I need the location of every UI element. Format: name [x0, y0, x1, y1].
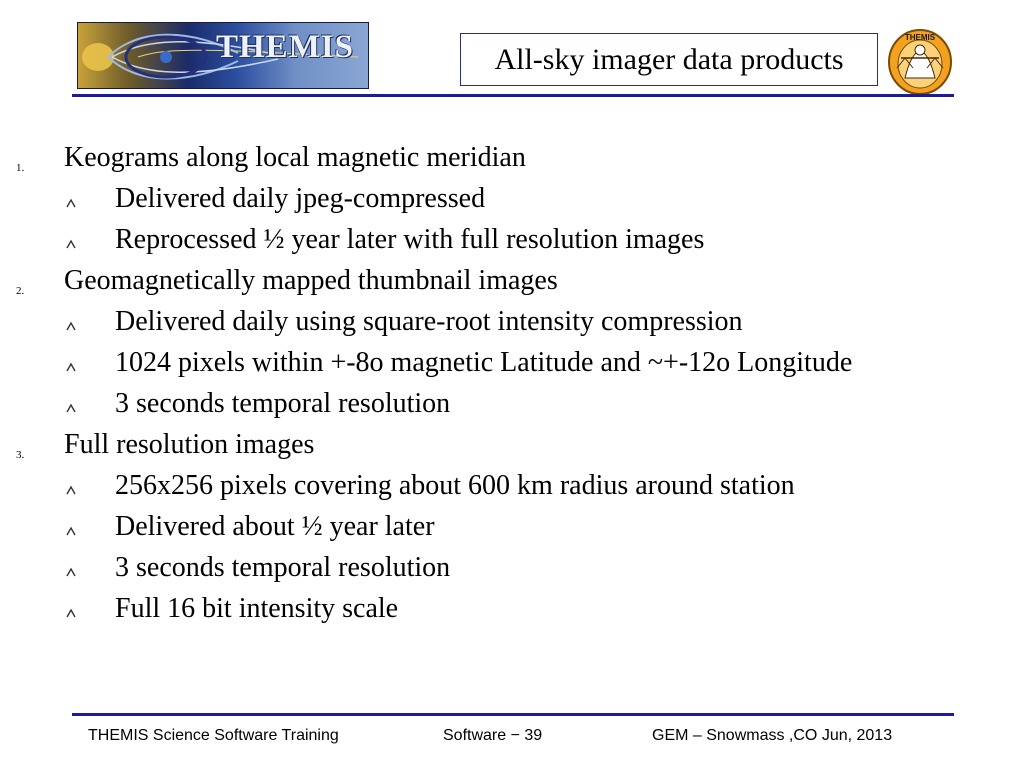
caret-up-bullet-icon [65, 197, 77, 209]
logo-text: THEMIS [216, 29, 355, 65]
sub-list-item [0, 593, 1024, 634]
sub-list-item [0, 347, 1024, 388]
sub-list-item [0, 306, 1024, 347]
sub-item-text: Reprocessed ½ year later with full resolution images [115, 224, 705, 255]
sub-list-item [0, 183, 1024, 224]
sub-item-text: Delivered daily using square-root intensity compression [115, 306, 743, 337]
list-item [0, 142, 1024, 183]
sub-item-text: 1024 pixels within +-8o magnetic Latitude and ~+-12o Longitude [115, 347, 853, 378]
list-number: 2. [16, 285, 25, 297]
caret-up-bullet-icon [65, 607, 77, 619]
list-item-text: Geomagnetically mapped thumbnail images [64, 265, 558, 296]
themis-banner-logo [77, 22, 369, 89]
slide-title-box [460, 33, 878, 86]
list-item [0, 265, 1024, 306]
caret-up-bullet-icon [65, 361, 77, 373]
sub-item-text: Full 16 bit intensity scale [115, 593, 399, 624]
sub-item-text: 256x256 pixels covering about 600 km radius around station [115, 470, 795, 501]
caret-up-bullet-icon [65, 238, 77, 250]
footer-course-title: THEMIS Science Software Training [88, 727, 339, 744]
caret-up-bullet-icon [65, 320, 77, 332]
footer-event-date: GEM – Snowmass ,CO Jun, 2013 [652, 727, 893, 744]
sub-item-text: Delivered daily jpeg-compressed [115, 183, 486, 214]
sub-list-item [0, 224, 1024, 265]
caret-up-bullet-icon [65, 484, 77, 496]
sub-list-item [0, 388, 1024, 429]
sub-list-item [0, 511, 1024, 552]
sub-item-text: Delivered about ½ year later [115, 511, 435, 542]
slide-content [0, 142, 1024, 634]
sub-list-item [0, 552, 1024, 593]
themis-emblem-icon [887, 28, 953, 96]
list-item-text: Keograms along local magnetic meridian [64, 142, 526, 173]
slide-title: All-sky imager data products [494, 42, 844, 76]
footer-page-number: Software − 39 [443, 727, 543, 744]
emblem-label: THEMIS [904, 33, 936, 42]
caret-up-bullet-icon [65, 402, 77, 414]
header-divider [72, 94, 954, 97]
sub-item-text: 3 seconds temporal resolution [115, 552, 451, 583]
sub-list-item [0, 470, 1024, 511]
list-item [0, 429, 1024, 470]
caret-up-bullet-icon [65, 566, 77, 578]
list-number: 3. [16, 449, 25, 461]
list-number: 1. [16, 162, 25, 174]
caret-up-bullet-icon [65, 525, 77, 537]
footer-divider [72, 713, 954, 716]
list-item-text: Full resolution images [64, 429, 315, 460]
sub-item-text: 3 seconds temporal resolution [115, 388, 451, 419]
